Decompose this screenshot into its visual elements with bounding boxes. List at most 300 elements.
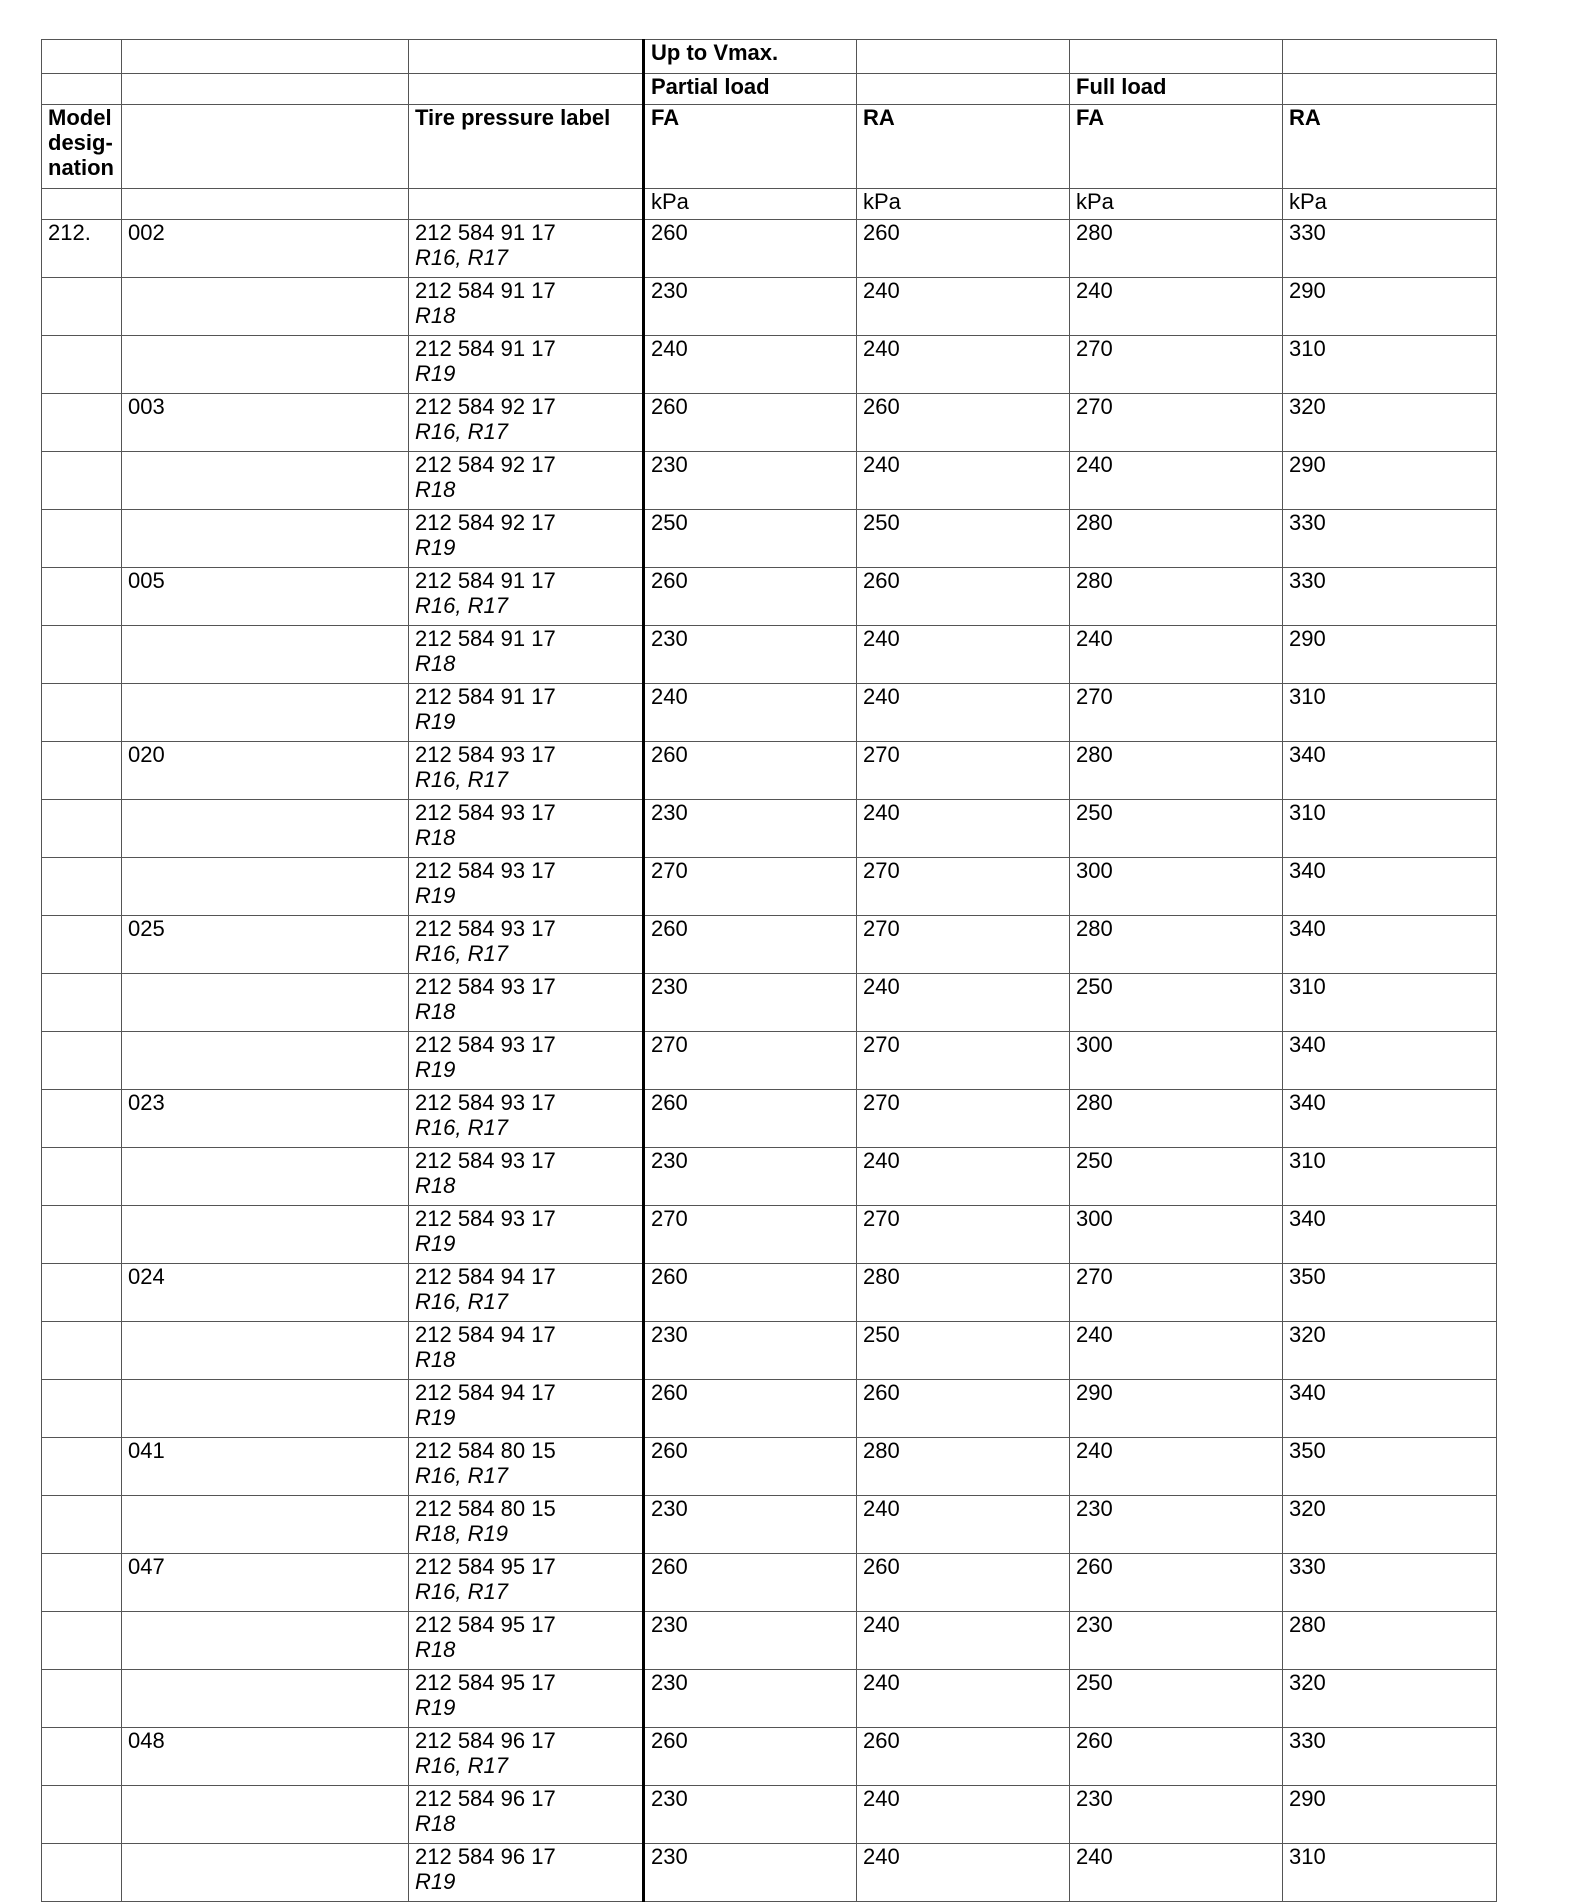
full-ra-cell: 340 <box>1283 916 1497 974</box>
partial-ra-cell: 240 <box>857 626 1070 684</box>
full-ra-cell: 340 <box>1283 1380 1497 1438</box>
partial-fa-cell: 270 <box>644 1206 857 1264</box>
partial-fa-cell: 260 <box>644 1728 857 1786</box>
code-cell: 002 <box>122 220 409 278</box>
tire-label-cell <box>409 1554 644 1612</box>
model-cell <box>42 394 122 452</box>
header-cell-empty <box>857 74 1070 105</box>
tire-label-number: 212 584 93 17 <box>415 1090 556 1115</box>
full-fa-cell: 280 <box>1070 510 1283 568</box>
partial-fa-cell: 260 <box>644 1264 857 1322</box>
header-cell-empty <box>409 74 644 105</box>
partial-ra-cell: 260 <box>857 1554 1070 1612</box>
code-cell <box>122 1322 409 1380</box>
model-cell <box>42 1670 122 1728</box>
table-row <box>42 336 1497 394</box>
tire-label-cell <box>409 568 644 626</box>
tire-label-cell <box>409 278 644 336</box>
full-fa-cell: 280 <box>1070 1090 1283 1148</box>
unit-kpa: kPa <box>644 189 857 220</box>
header-cell-empty <box>42 74 122 105</box>
model-cell <box>42 626 122 684</box>
tire-label-variant: R16, R17 <box>415 1289 508 1314</box>
tire-label-number: 212 584 92 17 <box>415 394 556 419</box>
tire-label-variant: R19 <box>415 1869 456 1894</box>
model-cell <box>42 1264 122 1322</box>
header-cell-empty <box>122 189 409 220</box>
tire-label-cell <box>409 336 644 394</box>
tire-label-variant: R18, R19 <box>415 1521 508 1546</box>
tire-label-cell <box>409 510 644 568</box>
tire-label-cell <box>409 1438 644 1496</box>
partial-ra-cell: 260 <box>857 1380 1070 1438</box>
tire-label-variant: R19 <box>415 1695 456 1720</box>
code-cell: 025 <box>122 916 409 974</box>
tire-label-cell <box>409 1264 644 1322</box>
code-cell: 041 <box>122 1438 409 1496</box>
partial-fa-cell: 260 <box>644 916 857 974</box>
tire-label-number: 212 584 91 17 <box>415 626 556 651</box>
code-cell: 047 <box>122 1554 409 1612</box>
model-cell <box>42 278 122 336</box>
unit-kpa: kPa <box>857 189 1070 220</box>
partial-ra-cell: 240 <box>857 800 1070 858</box>
partial-ra-cell: 270 <box>857 916 1070 974</box>
model-cell <box>42 1148 122 1206</box>
full-fa-cell: 250 <box>1070 1670 1283 1728</box>
table-row <box>42 452 1497 510</box>
partial-fa-cell: 240 <box>644 336 857 394</box>
tire-label-cell <box>409 974 644 1032</box>
tire-label-cell <box>409 684 644 742</box>
full-ra-cell: 340 <box>1283 1032 1497 1090</box>
full-ra-cell: 320 <box>1283 394 1497 452</box>
tire-pressure-table <box>41 39 1497 1902</box>
tire-label-variant: R19 <box>415 709 456 734</box>
code-cell: 003 <box>122 394 409 452</box>
tire-label-variant: R16, R17 <box>415 1463 508 1488</box>
header-full-fa: FA <box>1070 105 1283 189</box>
full-ra-cell: 330 <box>1283 568 1497 626</box>
table-row <box>42 1612 1497 1670</box>
partial-ra-cell: 270 <box>857 1206 1070 1264</box>
tire-label-variant: R18 <box>415 477 456 502</box>
tire-label-variant: R18 <box>415 1173 456 1198</box>
tire-label-number: 212 584 94 17 <box>415 1322 556 1347</box>
model-cell <box>42 858 122 916</box>
tire-label-number: 212 584 93 17 <box>415 1032 556 1057</box>
table-row <box>42 1206 1497 1264</box>
tire-label-cell <box>409 1206 644 1264</box>
full-fa-cell: 230 <box>1070 1496 1283 1554</box>
partial-ra-cell: 270 <box>857 1032 1070 1090</box>
partial-fa-cell: 260 <box>644 742 857 800</box>
header-cell-empty <box>1070 40 1283 74</box>
tire-label-variant: R19 <box>415 883 456 908</box>
tire-label-cell <box>409 1380 644 1438</box>
partial-fa-cell: 270 <box>644 1032 857 1090</box>
tire-label-number: 212 584 92 17 <box>415 452 556 477</box>
full-ra-cell: 330 <box>1283 1728 1497 1786</box>
header-vmax: Up to Vmax. <box>644 40 857 74</box>
full-fa-cell: 270 <box>1070 684 1283 742</box>
header-row-units <box>42 189 1497 220</box>
tire-label-cell <box>409 1496 644 1554</box>
tire-label-number: 212 584 93 17 <box>415 916 556 941</box>
table-row <box>42 1670 1497 1728</box>
table-row <box>42 1554 1497 1612</box>
partial-ra-cell: 240 <box>857 452 1070 510</box>
full-fa-cell: 240 <box>1070 1844 1283 1902</box>
tire-label-variant: R18 <box>415 999 456 1024</box>
full-fa-cell: 230 <box>1070 1612 1283 1670</box>
tire-label-number: 212 584 95 17 <box>415 1612 556 1637</box>
partial-fa-cell: 230 <box>644 800 857 858</box>
tire-label-cell <box>409 916 644 974</box>
tire-label-cell <box>409 742 644 800</box>
tire-label-cell <box>409 858 644 916</box>
model-cell <box>42 916 122 974</box>
model-cell <box>42 1322 122 1380</box>
full-fa-cell: 290 <box>1070 1380 1283 1438</box>
tire-label-number: 212 584 96 17 <box>415 1786 556 1811</box>
table-row <box>42 1786 1497 1844</box>
tire-label-cell <box>409 1844 644 1902</box>
code-cell <box>122 1670 409 1728</box>
model-cell <box>42 1728 122 1786</box>
tire-label-variant: R19 <box>415 1057 456 1082</box>
tire-label-number: 212 584 96 17 <box>415 1728 556 1753</box>
tire-label-variant: R19 <box>415 1405 456 1430</box>
tire-label-cell <box>409 1786 644 1844</box>
table-row <box>42 220 1497 278</box>
code-cell <box>122 1786 409 1844</box>
header-row-columns <box>42 105 1497 189</box>
full-ra-cell: 290 <box>1283 626 1497 684</box>
full-fa-cell: 270 <box>1070 1264 1283 1322</box>
tire-label-number: 212 584 95 17 <box>415 1670 556 1695</box>
tire-label-variant: R16, R17 <box>415 419 508 444</box>
header-cell-empty <box>122 40 409 74</box>
table-row <box>42 568 1497 626</box>
unit-kpa: kPa <box>1070 189 1283 220</box>
code-cell <box>122 510 409 568</box>
partial-ra-cell: 280 <box>857 1264 1070 1322</box>
full-ra-cell: 310 <box>1283 1844 1497 1902</box>
code-cell <box>122 1496 409 1554</box>
header-full-load: Full load <box>1070 74 1283 105</box>
table-row <box>42 800 1497 858</box>
tire-label-variant: R18 <box>415 303 456 328</box>
model-cell <box>42 742 122 800</box>
tire-label-number: 212 584 91 17 <box>415 278 556 303</box>
partial-fa-cell: 230 <box>644 1844 857 1902</box>
model-line: Model <box>48 105 112 130</box>
model-cell <box>42 510 122 568</box>
table-row <box>42 1322 1497 1380</box>
tire-label-cell <box>409 1670 644 1728</box>
code-cell: 023 <box>122 1090 409 1148</box>
table-row <box>42 1090 1497 1148</box>
tire-label-number: 212 584 94 17 <box>415 1380 556 1405</box>
header-cell-empty <box>42 189 122 220</box>
code-cell <box>122 858 409 916</box>
table-row <box>42 278 1497 336</box>
tire-label-variant: R16, R17 <box>415 941 508 966</box>
partial-ra-cell: 260 <box>857 568 1070 626</box>
code-cell <box>122 452 409 510</box>
partial-fa-cell: 260 <box>644 568 857 626</box>
code-cell <box>122 1844 409 1902</box>
table-row <box>42 1438 1497 1496</box>
tire-label-number: 212 584 91 17 <box>415 684 556 709</box>
full-fa-cell: 230 <box>1070 1786 1283 1844</box>
partial-fa-cell: 230 <box>644 278 857 336</box>
table-row <box>42 626 1497 684</box>
code-cell <box>122 1032 409 1090</box>
model-cell: 212. <box>42 220 122 278</box>
tire-label-cell <box>409 394 644 452</box>
header-cell-empty <box>1283 74 1497 105</box>
table-row <box>42 1496 1497 1554</box>
partial-ra-cell: 270 <box>857 1090 1070 1148</box>
tire-label-number: 212 584 91 17 <box>415 336 556 361</box>
partial-ra-cell: 280 <box>857 1438 1070 1496</box>
full-ra-cell: 290 <box>1283 278 1497 336</box>
table-row <box>42 916 1497 974</box>
partial-ra-cell: 240 <box>857 1786 1070 1844</box>
tire-label-number: 212 584 93 17 <box>415 1206 556 1231</box>
partial-ra-cell: 240 <box>857 278 1070 336</box>
table-row <box>42 1728 1497 1786</box>
tire-label-number: 212 584 91 17 <box>415 568 556 593</box>
table-row <box>42 394 1497 452</box>
tire-label-number: 212 584 93 17 <box>415 858 556 883</box>
full-ra-cell: 320 <box>1283 1322 1497 1380</box>
table-row <box>42 684 1497 742</box>
table-row <box>42 974 1497 1032</box>
full-fa-cell: 300 <box>1070 1206 1283 1264</box>
unit-kpa: kPa <box>1283 189 1497 220</box>
code-cell <box>122 974 409 1032</box>
full-fa-cell: 240 <box>1070 278 1283 336</box>
partial-fa-cell: 230 <box>644 1612 857 1670</box>
header-cell-empty <box>857 40 1070 74</box>
partial-fa-cell: 230 <box>644 1322 857 1380</box>
header-tire-pressure-label: Tire pressure label <box>409 105 644 189</box>
tire-label-variant: R16, R17 <box>415 593 508 618</box>
header-partial-fa: FA <box>644 105 857 189</box>
partial-ra-cell: 250 <box>857 1322 1070 1380</box>
partial-fa-cell: 260 <box>644 1554 857 1612</box>
full-ra-cell: 350 <box>1283 1264 1497 1322</box>
full-fa-cell: 260 <box>1070 1728 1283 1786</box>
partial-fa-cell: 230 <box>644 1786 857 1844</box>
tire-label-number: 212 584 92 17 <box>415 510 556 535</box>
partial-ra-cell: 260 <box>857 220 1070 278</box>
partial-ra-cell: 260 <box>857 1728 1070 1786</box>
partial-fa-cell: 230 <box>644 1670 857 1728</box>
code-cell <box>122 800 409 858</box>
full-ra-cell: 340 <box>1283 1206 1497 1264</box>
full-ra-cell: 330 <box>1283 220 1497 278</box>
tire-label-cell <box>409 220 644 278</box>
full-fa-cell: 280 <box>1070 568 1283 626</box>
model-cell <box>42 974 122 1032</box>
header-partial-ra: RA <box>857 105 1070 189</box>
code-cell <box>122 1612 409 1670</box>
header-row-load <box>42 74 1497 105</box>
full-fa-cell: 240 <box>1070 452 1283 510</box>
model-cell <box>42 800 122 858</box>
code-cell: 024 <box>122 1264 409 1322</box>
full-fa-cell: 250 <box>1070 974 1283 1032</box>
tire-label-number: 212 584 93 17 <box>415 1148 556 1173</box>
model-cell <box>42 684 122 742</box>
full-fa-cell: 280 <box>1070 742 1283 800</box>
table-row <box>42 742 1497 800</box>
partial-ra-cell: 270 <box>857 742 1070 800</box>
code-cell <box>122 1380 409 1438</box>
full-ra-cell: 310 <box>1283 974 1497 1032</box>
table-row <box>42 1148 1497 1206</box>
model-cell <box>42 1844 122 1902</box>
model-cell <box>42 1496 122 1554</box>
tire-label-number: 212 584 93 17 <box>415 800 556 825</box>
tire-label-variant: R16, R17 <box>415 767 508 792</box>
full-ra-cell: 330 <box>1283 1554 1497 1612</box>
partial-ra-cell: 250 <box>857 510 1070 568</box>
partial-fa-cell: 260 <box>644 1090 857 1148</box>
partial-fa-cell: 230 <box>644 452 857 510</box>
partial-fa-cell: 230 <box>644 626 857 684</box>
partial-ra-cell: 270 <box>857 858 1070 916</box>
full-fa-cell: 240 <box>1070 626 1283 684</box>
partial-ra-cell: 240 <box>857 336 1070 394</box>
full-ra-cell: 310 <box>1283 336 1497 394</box>
full-ra-cell: 320 <box>1283 1670 1497 1728</box>
full-ra-cell: 280 <box>1283 1612 1497 1670</box>
partial-fa-cell: 230 <box>644 1496 857 1554</box>
tire-label-variant: R18 <box>415 1637 456 1662</box>
model-cell <box>42 1032 122 1090</box>
full-ra-cell: 340 <box>1283 858 1497 916</box>
full-fa-cell: 250 <box>1070 1148 1283 1206</box>
partial-fa-cell: 230 <box>644 974 857 1032</box>
tire-label-number: 212 584 96 17 <box>415 1844 556 1869</box>
header-cell-empty <box>122 105 409 189</box>
header-row-vmax <box>42 40 1497 74</box>
tire-label-variant: R18 <box>415 1347 456 1372</box>
table-row <box>42 858 1497 916</box>
model-cell <box>42 1612 122 1670</box>
full-ra-cell: 320 <box>1283 1496 1497 1554</box>
partial-ra-cell: 260 <box>857 394 1070 452</box>
code-cell: 020 <box>122 742 409 800</box>
model-cell <box>42 1090 122 1148</box>
model-line: nation <box>48 155 114 180</box>
full-fa-cell: 270 <box>1070 394 1283 452</box>
partial-ra-cell: 240 <box>857 1844 1070 1902</box>
tire-label-number: 212 584 93 17 <box>415 974 556 999</box>
tire-label-variant: R16, R17 <box>415 245 508 270</box>
table-row <box>42 1844 1497 1902</box>
tire-label-variant: R18 <box>415 651 456 676</box>
partial-fa-cell: 250 <box>644 510 857 568</box>
tire-label-cell <box>409 452 644 510</box>
partial-fa-cell: 240 <box>644 684 857 742</box>
full-fa-cell: 250 <box>1070 800 1283 858</box>
partial-fa-cell: 260 <box>644 220 857 278</box>
tire-label-cell <box>409 800 644 858</box>
model-line: desig- <box>48 130 113 155</box>
full-fa-cell: 240 <box>1070 1322 1283 1380</box>
code-cell <box>122 1148 409 1206</box>
full-ra-cell: 310 <box>1283 1148 1497 1206</box>
tire-label-number: 212 584 93 17 <box>415 742 556 767</box>
tire-label-variant: R19 <box>415 535 456 560</box>
header-cell-empty <box>122 74 409 105</box>
model-cell <box>42 568 122 626</box>
tire-label-variant: R19 <box>415 1231 456 1256</box>
model-cell <box>42 1206 122 1264</box>
full-fa-cell: 300 <box>1070 858 1283 916</box>
tire-label-number: 212 584 95 17 <box>415 1554 556 1579</box>
model-cell <box>42 452 122 510</box>
tire-label-number: 212 584 80 15 <box>415 1438 556 1463</box>
tire-label-variant: R16, R17 <box>415 1753 508 1778</box>
code-cell <box>122 336 409 394</box>
full-fa-cell: 270 <box>1070 336 1283 394</box>
code-cell <box>122 626 409 684</box>
partial-fa-cell: 260 <box>644 1380 857 1438</box>
header-cell-empty <box>409 40 644 74</box>
full-fa-cell: 240 <box>1070 1438 1283 1496</box>
model-cell <box>42 1786 122 1844</box>
partial-ra-cell: 240 <box>857 974 1070 1032</box>
table-row <box>42 510 1497 568</box>
header-full-ra: RA <box>1283 105 1497 189</box>
full-fa-cell: 260 <box>1070 1554 1283 1612</box>
header-partial-load: Partial load <box>644 74 857 105</box>
tire-label-cell <box>409 1032 644 1090</box>
partial-ra-cell: 240 <box>857 684 1070 742</box>
partial-ra-cell: 240 <box>857 1496 1070 1554</box>
partial-fa-cell: 230 <box>644 1148 857 1206</box>
full-ra-cell: 310 <box>1283 684 1497 742</box>
tire-label-number: 212 584 80 15 <box>415 1496 556 1521</box>
header-cell-empty <box>409 189 644 220</box>
tire-label-cell <box>409 1612 644 1670</box>
full-fa-cell: 280 <box>1070 220 1283 278</box>
tire-label-variant: R16, R17 <box>415 1579 508 1604</box>
full-ra-cell: 350 <box>1283 1438 1497 1496</box>
full-fa-cell: 280 <box>1070 916 1283 974</box>
full-ra-cell: 290 <box>1283 1786 1497 1844</box>
model-cell <box>42 1554 122 1612</box>
tire-label-cell <box>409 1728 644 1786</box>
tire-label-variant: R16, R17 <box>415 1115 508 1140</box>
code-cell <box>122 684 409 742</box>
tire-label-number: 212 584 94 17 <box>415 1264 556 1289</box>
partial-fa-cell: 260 <box>644 394 857 452</box>
full-ra-cell: 340 <box>1283 742 1497 800</box>
table-row <box>42 1264 1497 1322</box>
tire-label-number: 212 584 91 17 <box>415 220 556 245</box>
full-fa-cell: 300 <box>1070 1032 1283 1090</box>
tire-label-variant: R18 <box>415 1811 456 1836</box>
partial-ra-cell: 240 <box>857 1612 1070 1670</box>
